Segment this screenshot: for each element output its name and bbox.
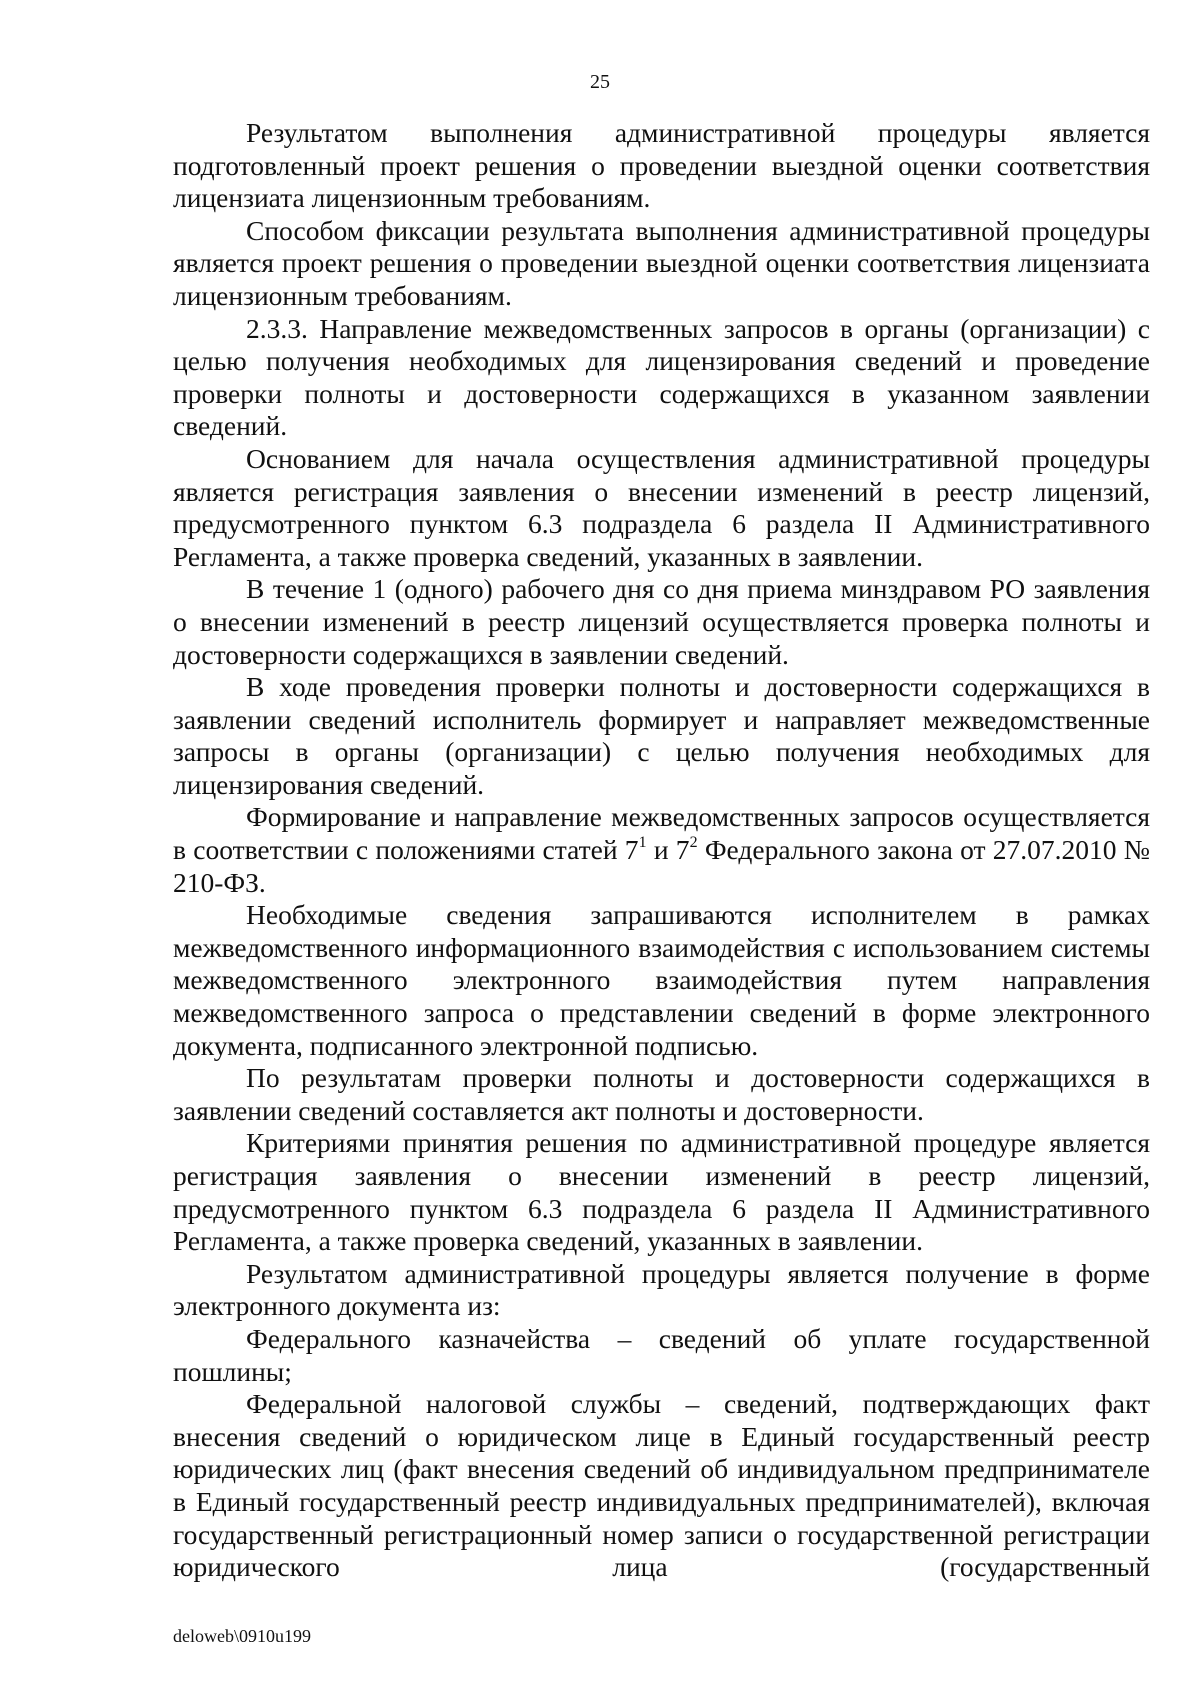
paragraph: В ходе проведения проверки полноты и достоверности содержащихся в заявлении сведений исполнитель формирует и направляет межведомственные запросы в органы (организации) с целью получения необходимых для лицензирования сведений. xyxy=(173,671,1150,800)
superscript: 1 xyxy=(638,833,647,851)
paragraph: Федеральной налоговой службы – сведений, подтверждающих факт внесения сведений о юридическом лице в Единый государственный реестр юридических лиц (факт внесения сведений об индивидуальном предпринимателе в Единый государственный реестр индивидуальных предпринимателей), включая государственный регистрационный номер записи о государственной регистрации юридического лица (государственный xyxy=(173,1388,1150,1583)
paragraph: Результатом административной процедуры является получение в форме электронного документа из: xyxy=(173,1257,1150,1322)
page-number: 25 xyxy=(590,71,610,93)
paragraph: По результатам проверки полноты и достоверности содержащихся в заявлении сведений составляется акт полноты и достоверности. xyxy=(173,1062,1150,1126)
paragraph-text: и 7 xyxy=(646,834,690,866)
paragraph-text: Федерального закона от 27.07.2010 № 210-ФЗ. xyxy=(173,834,1151,898)
document-body xyxy=(173,117,1150,1584)
paragraph-articles xyxy=(173,801,1150,899)
paragraph: Федерального казначейства – сведений об уплате государственной пошлины; xyxy=(173,1322,1150,1387)
paragraph: В течение 1 (одного) рабочего дня со дня приема минздравом РО заявления о внесении изменений в реестр лицензий осуществляется проверка полноты и достоверности содержащихся в заявлении сведений. xyxy=(173,573,1150,670)
paragraph: Способом фиксации результата выполнения административной процедуры является проект решения о проведении выездной оценки соответствия лицензиата лицензионным требованиям. xyxy=(173,214,1150,311)
paragraph-text: Формирование и направление межведомственных запросов осуществляется в соответствии с положениями статей 7 xyxy=(173,801,1150,866)
footer-document-code: deloweb\0910u199 xyxy=(173,1626,311,1646)
paragraph: 2.3.3. Направление межведомственных запросов в органы (организации) с целью получения необходимых для лицензирования сведений и проведение проверки полноты и достоверности содержащихся в указанном заявлении сведений. xyxy=(173,312,1150,442)
paragraph: Критериями принятия решения по административной процедуре является регистрация заявления о внесении изменений в реестр лицензий, предусмотренного пунктом 6.3 подраздела 6 раздела II Административного Регламента, а также проверка сведений, указанных в заявлении. xyxy=(173,1127,1150,1257)
superscript: 2 xyxy=(689,833,698,851)
paragraph: Необходимые сведения запрашиваются исполнителем в рамках межведомственного информационного взаимодействия с использованием системы межведомственного электронного взаимодействия путем направления межведомственного запроса о представлении сведений в форме электронного документа, подписанного электронной подписью. xyxy=(173,899,1150,1061)
paragraph: Результатом выполнения административной процедуры является подготовленный проект решения о проведении выездной оценки соответствия лицензиата лицензионным требованиям. xyxy=(173,117,1150,214)
paragraph: Основанием для начала осуществления административной процедуры является регистрация заявления о внесении изменений в реестр лицензий, предусмотренного пунктом 6.3 подраздела 6 раздела II Административного Регламента, а также проверка сведений, указанных в заявлении. xyxy=(173,442,1150,572)
